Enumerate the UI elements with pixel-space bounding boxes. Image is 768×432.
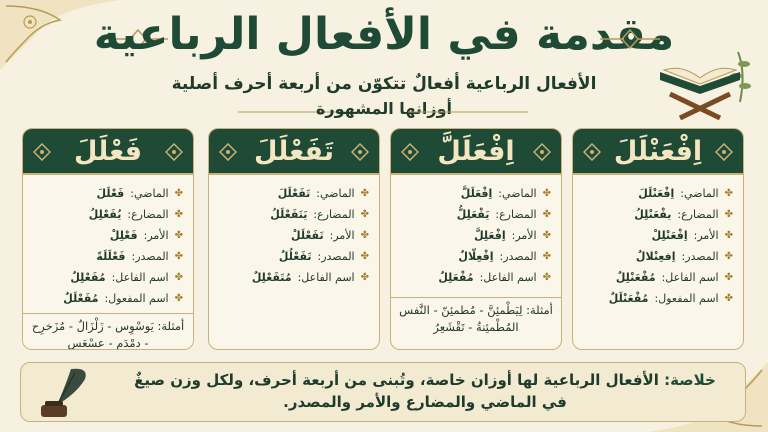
pattern-name: اِفْعَنْلَلَ	[613, 136, 703, 167]
form-label: المضارع:	[127, 208, 169, 221]
list-item	[33, 225, 183, 246]
list-item	[583, 204, 733, 225]
pattern-card	[22, 128, 194, 350]
examples-text: أمثلة: يَوسْوِس - زَلْزَالٌ - مُزَخرِح - دمْدَم - عسْعَس	[23, 313, 193, 350]
list-item	[219, 267, 369, 288]
bullet-icon: ✤	[174, 251, 183, 262]
flourish-icon	[533, 143, 551, 161]
form-label: اسم الفاعل:	[479, 271, 537, 284]
form-label: الأمر:	[511, 229, 537, 242]
form-value: فَعْلَلَةً	[96, 250, 126, 263]
bullet-icon: ✤	[174, 272, 183, 283]
form-label: الأمر:	[329, 229, 355, 242]
form-label: المصدر:	[131, 250, 169, 263]
list-item	[401, 267, 551, 288]
pattern-name: اِفْعَلَلَّ	[437, 136, 515, 167]
form-label: اسم الفاعل:	[661, 271, 719, 284]
form-value: اِفْعَنْلَلَ	[638, 187, 675, 200]
form-label: المصدر:	[317, 250, 355, 263]
form-value: مُفَعْلِلٌ	[70, 271, 106, 284]
list-item	[583, 246, 733, 267]
form-label: المضارع:	[313, 208, 355, 221]
summary-body: الأفعال الرباعية لها أوزان خاصة، وتُبنى من أربعة أحرف، ولكل وزن صيغٌ في الماضي والمضارع والأمر والمصدر.	[134, 371, 659, 411]
divider-line-icon	[408, 108, 528, 116]
list-item	[583, 183, 733, 204]
form-value: مُفَعْلَلٌ	[63, 292, 99, 305]
flourish-icon	[219, 143, 237, 161]
list-item	[401, 246, 551, 267]
form-value: اِفْعَلَلَّ	[460, 187, 493, 200]
form-label: اسم المفعول:	[104, 292, 169, 305]
bullet-icon: ✤	[360, 230, 369, 241]
form-list	[391, 175, 561, 288]
bullet-icon: ✤	[542, 188, 551, 199]
form-value: يفْعَنْلِلُ	[634, 208, 672, 221]
form-value: تَفَعْلُلٌ	[278, 250, 312, 263]
bullet-icon: ✤	[174, 188, 183, 199]
pattern-card-heading	[573, 129, 743, 175]
list-item	[33, 183, 183, 204]
form-value: مُفْعَنْلِلٌ	[615, 271, 656, 284]
bullet-icon: ✤	[542, 272, 551, 283]
bullet-icon: ✤	[724, 209, 733, 220]
form-value: مُتَفَعْلِلٌ	[251, 271, 292, 284]
form-value: اِفْعِلّالٌ	[458, 250, 494, 263]
form-value: يَتَفَعْلَلُ	[270, 208, 308, 221]
list-item	[219, 246, 369, 267]
form-label: اسم الفاعل:	[111, 271, 169, 284]
form-value: تَفَعْلَلَ	[277, 187, 311, 200]
bullet-icon: ✤	[724, 251, 733, 262]
summary-box	[20, 362, 746, 422]
flourish-icon	[583, 143, 601, 161]
bullet-icon: ✤	[360, 272, 369, 283]
form-list	[573, 175, 743, 309]
form-label: الأمر:	[143, 229, 169, 242]
summary-text	[125, 369, 725, 413]
form-label: المضارع:	[677, 208, 719, 221]
form-label: اسم الفاعل:	[297, 271, 355, 284]
bullet-icon: ✤	[724, 188, 733, 199]
list-item	[33, 246, 183, 267]
bullet-icon: ✤	[360, 188, 369, 199]
list-item	[401, 204, 551, 225]
pattern-name: تَفَعْلَلَ	[254, 136, 334, 167]
bullet-icon: ✤	[542, 251, 551, 262]
form-label: الماضي:	[680, 187, 719, 200]
bullet-icon: ✤	[542, 230, 551, 241]
bullet-icon: ✤	[542, 209, 551, 220]
list-item	[219, 204, 369, 225]
bullet-icon: ✤	[174, 230, 183, 241]
form-value: اِفعِنْلالٌ	[635, 250, 676, 263]
pattern-card	[572, 128, 744, 350]
form-label: المصدر:	[681, 250, 719, 263]
form-label: المضارع:	[495, 208, 537, 221]
form-value: مُفْعَلِلٌ	[438, 271, 474, 284]
pattern-card-heading	[23, 129, 193, 175]
form-list	[209, 175, 379, 288]
list-item	[583, 267, 733, 288]
flourish-icon	[351, 143, 369, 161]
bullet-icon: ✤	[174, 293, 183, 304]
subtitle: الأفعال الرباعية أفعالٌ تتكوّن من أربعة أحرف أصلية	[171, 74, 597, 94]
form-value: اِفْعَلِلَّ	[474, 229, 506, 242]
summary-key: خلاصة:	[664, 371, 716, 389]
bullet-icon: ✤	[360, 209, 369, 220]
form-value: فَعْلِلْ	[109, 229, 138, 242]
page-title: مقدمة في الأفعال الرباعية	[93, 9, 675, 60]
form-value: مُفْعَنْلَلٌ	[608, 292, 649, 305]
bullet-icon: ✤	[724, 272, 733, 283]
examples-text: أمثلة: لِيَطْمئِنَّ - مُطمئِنّ - النَّفس المُطْمئِنةُ - تَقْشَعِرُ	[391, 297, 561, 340]
form-label: المصدر:	[499, 250, 537, 263]
quill-inkwell-icon	[31, 365, 95, 421]
pattern-name: فَعْلَلَ	[73, 136, 143, 167]
form-value: اِفْعَنْلِلْ	[651, 229, 688, 242]
list-item	[219, 225, 369, 246]
pattern-card	[390, 128, 562, 350]
list-item	[401, 225, 551, 246]
list-item	[583, 288, 733, 309]
bullet-icon: ✤	[724, 230, 733, 241]
form-label: الماضي:	[130, 187, 169, 200]
form-label: الماضي:	[316, 187, 355, 200]
bullet-icon: ✤	[174, 209, 183, 220]
pattern-card	[208, 128, 380, 350]
list-item	[583, 225, 733, 246]
list-item	[33, 267, 183, 288]
form-label: الأمر:	[693, 229, 719, 242]
form-value: فَعْلَلَ	[96, 187, 125, 200]
bullet-icon: ✤	[360, 251, 369, 262]
list-item	[219, 183, 369, 204]
pattern-card-heading	[391, 129, 561, 175]
flourish-icon	[715, 143, 733, 161]
flourish-icon	[401, 143, 419, 161]
verb-patterns	[22, 128, 746, 358]
bullet-icon: ✤	[724, 293, 733, 304]
form-label: الماضي:	[498, 187, 537, 200]
flourish-icon	[165, 143, 183, 161]
list-item	[401, 183, 551, 204]
list-item	[33, 288, 183, 309]
pattern-card-heading	[209, 129, 379, 175]
form-list	[23, 175, 193, 309]
form-label: اسم المفعول:	[654, 292, 719, 305]
section-heading: أوزانها المشهورة	[315, 99, 453, 118]
form-value: يَفْعَلِلُّ	[456, 208, 490, 221]
form-value: تَفَعْلَلْ	[291, 229, 324, 242]
flourish-icon	[33, 143, 51, 161]
form-value: يُفَعْلِلُ	[88, 208, 122, 221]
list-item	[33, 204, 183, 225]
